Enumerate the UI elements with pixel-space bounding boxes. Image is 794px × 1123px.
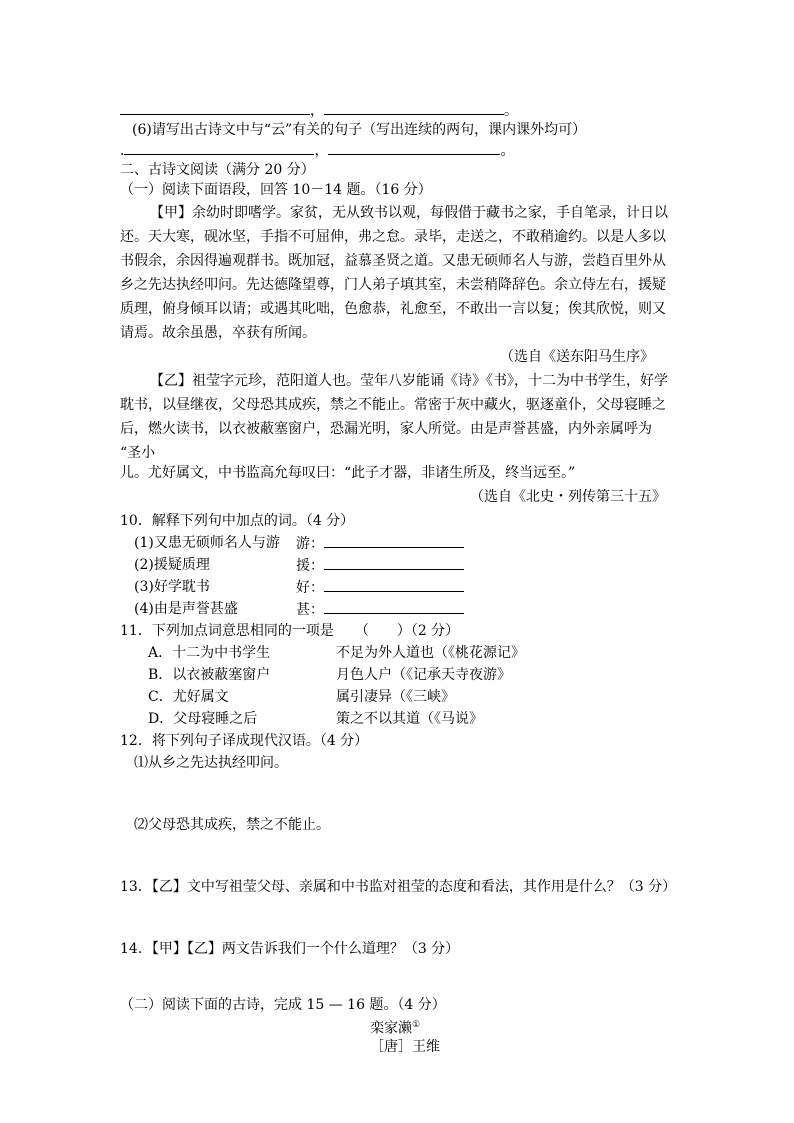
q10-item: (4)由是声誉甚盛: [134, 601, 238, 617]
part2-title: （二）阅读下面的古诗，完成 15 — 16 题。（4 分）: [120, 997, 446, 1013]
blank[interactable]: [328, 140, 500, 155]
jia-line: 【甲】余幼时即嗜学。家贫，无从致书以观，每假借于藏书之家，手自笔录，计日以: [150, 205, 668, 221]
q11-option-d[interactable]: D．父母寝睡之后: [148, 711, 258, 727]
blank[interactable]: [120, 100, 310, 115]
q10-item: (3)好学耽书: [134, 579, 210, 595]
jia-line: 质理，俯身倾耳以请；或遇其叱咄，色愈恭，礼愈至，不敢出一言以复；俟其欣悦，则又: [120, 301, 666, 317]
q10-word: 援：: [296, 555, 464, 576]
part1-title: （一）阅读下面语段，回答 10－14 题。（16 分）: [120, 182, 432, 198]
answer-blank[interactable]: [324, 533, 464, 548]
answer-blank[interactable]: [324, 577, 464, 592]
q11-stem: 11．下列加点词意思相同的一项是 （ ）（2 分）: [120, 623, 460, 639]
yi-line: 耽书，以昼继夜，父母恐其成疾，禁之不能止。常密于灰中藏火，驱逐童仆，父母寝睡之: [120, 397, 666, 413]
q12-stem: 12．将下列句子译成现代汉语。（4 分）: [120, 733, 369, 749]
q10-word: 游：: [296, 533, 464, 554]
yi-line: 儿。尤好属文，中书监高允每叹曰：“此子才器，非诸生所及，终当远至。”: [120, 465, 576, 481]
jia-line: 还。天大寒，砚冰坚，手指不可屈伸，弗之怠。录毕，走送之，不敢稍逾约。以是人多以: [120, 229, 666, 245]
q12-sentence-2: ⑵父母恐其成疾，禁之不能止。: [134, 817, 330, 833]
q11-option-c-ref: 属引凄异（《三峡》: [336, 689, 455, 705]
jia-line: 书假余，余因得遍观群书。既加冠，益慕圣贤之道。又患无硕师名人与游，尝趋百里外从: [120, 253, 666, 269]
q11-option-d-ref: 策之不以其道（《马说》: [336, 711, 483, 727]
blank[interactable]: [324, 100, 504, 115]
q10-stem: 10．解释下列句中加点的词。（4 分）: [120, 513, 355, 529]
q10-item: (2)援疑质理: [134, 557, 210, 573]
poem-title: 栾家濑①: [370, 1020, 421, 1037]
answer-blank[interactable]: [324, 555, 464, 570]
answer-line-2: . ， 。: [120, 140, 514, 161]
jia-line: 乡之先达执经叩问。先达德隆望尊，门人弟子填其室，未尝稍降辞色。余立侍左右，援疑: [120, 277, 666, 293]
yi-line: “圣小: [120, 445, 156, 461]
q11-option-a-ref: 不足为外人道也（《桃花源记》: [336, 645, 525, 661]
yi-line: 后，燃火读书，以衣被蔽塞窗户，恐漏光明，家人所觉。由是声誉甚盛，内外亲属呼为: [120, 421, 652, 437]
q13: 13．【乙】文中写祖莹父母、亲属和中书监对祖莹的态度和看法，其作用是什么？（3 分）: [120, 879, 677, 895]
jia-line: 请焉。故余虽愚，卒获有所闻。: [120, 325, 316, 341]
q12-sentence-1: ⑴从乡之先达执经叩问。: [134, 755, 288, 771]
q10-word: 甚：: [296, 599, 464, 620]
q11-option-a[interactable]: A．十二为中书学生: [148, 645, 271, 661]
yi-line: 【乙】祖莹字元珍，范阳道人也。莹年八岁能诵《诗》《书》，十二为中书学生，好学: [150, 373, 668, 389]
q14: 14．【甲】【乙】两文告诉我们一个什么道理？（3 分）: [120, 941, 460, 957]
question-6: (6)请写出古诗文中与“云”有关的句子（写出连续的两句，课内课外均可）: [132, 122, 587, 138]
answer-blank[interactable]: [324, 599, 464, 614]
q11-option-b-ref: 月色人户（《记承天寺夜游》: [336, 667, 511, 683]
answer-line-1: ， 。: [120, 100, 518, 121]
blank[interactable]: [124, 140, 314, 155]
jia-source: （选自《送东阳马生序》: [500, 349, 654, 365]
poem-author: ［唐］王维: [370, 1039, 440, 1055]
q10-item: (1)又患无硕师名人与游: [134, 535, 280, 551]
q11-option-b[interactable]: B．以衣被蔽塞窗户: [148, 667, 271, 683]
q11-option-c[interactable]: C．尤好属文: [148, 689, 229, 705]
yi-source: （选自《北史・列传第三十五》: [470, 489, 666, 505]
section-title: 二、古诗文阅读（满分 20 分）: [120, 162, 315, 178]
q10-word: 好：: [296, 577, 464, 598]
